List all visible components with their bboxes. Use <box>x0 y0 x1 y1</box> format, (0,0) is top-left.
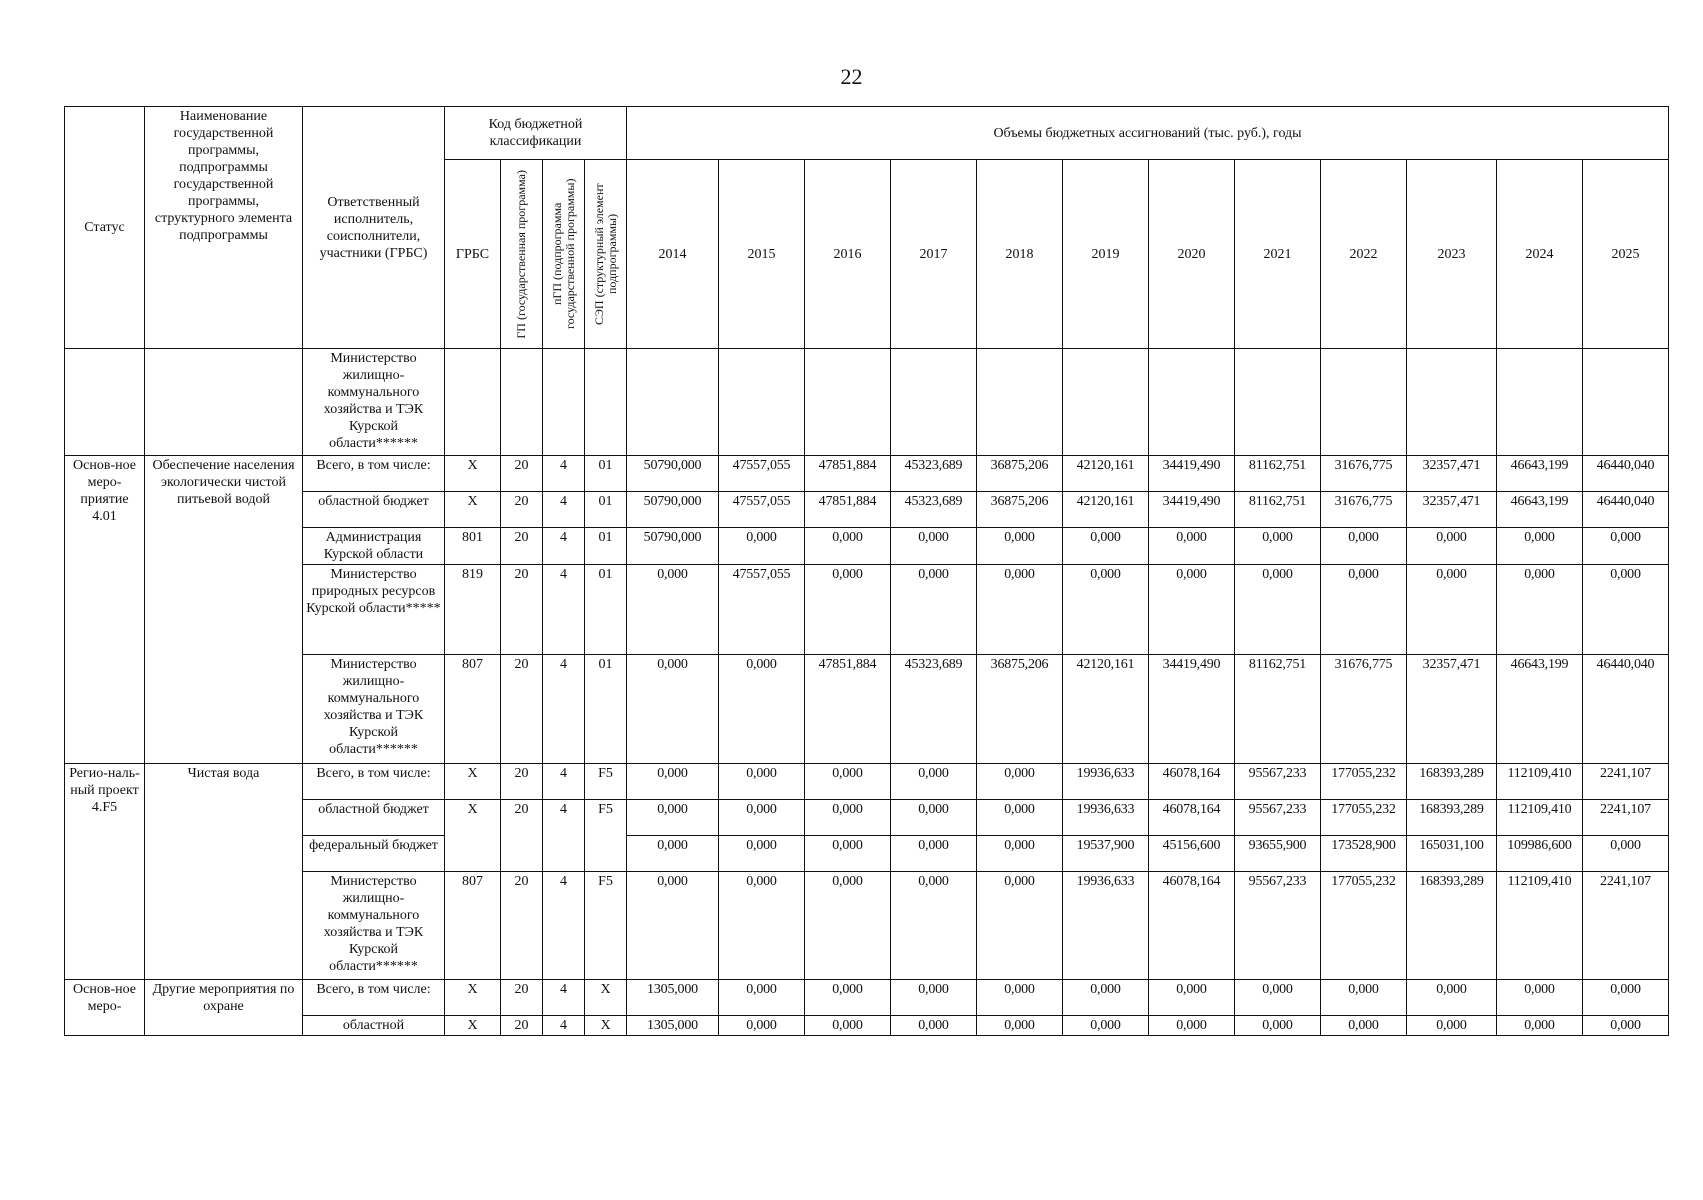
table-row <box>65 1016 1669 1036</box>
grbs-cell: 801 <box>445 528 501 565</box>
name-cell: Другие мероприятия по охране <box>145 980 303 1036</box>
value-cell: 19537,900 <box>1063 836 1149 872</box>
value-cell: 34419,490 <box>1149 655 1235 764</box>
value-cell: 0,000 <box>977 1016 1063 1036</box>
value-cell: 0,000 <box>1321 1016 1407 1036</box>
pgp-cell: 4 <box>543 980 585 1016</box>
value-cell <box>1235 349 1321 456</box>
status-cell: Основ-ное меро- <box>65 980 145 1036</box>
value-cell: 0,000 <box>1583 528 1669 565</box>
value-cell: 46440,040 <box>1583 492 1669 528</box>
value-cell: 112109,410 <box>1497 872 1583 980</box>
value-cell <box>1407 349 1497 456</box>
value-cell: 0,000 <box>805 980 891 1016</box>
header-gp-label: ГП (государственная программа) <box>514 169 528 339</box>
value-cell: 0,000 <box>627 800 719 836</box>
grbs-cell: X <box>445 456 501 492</box>
pgp-cell: 4 <box>543 565 585 655</box>
value-cell: 0,000 <box>627 872 719 980</box>
value-cell: 0,000 <box>1583 980 1669 1016</box>
table-row <box>65 492 1669 528</box>
value-cell: 34419,490 <box>1149 492 1235 528</box>
value-cell: 0,000 <box>1407 1016 1497 1036</box>
value-cell: 0,000 <box>977 565 1063 655</box>
value-cell: 0,000 <box>1235 980 1321 1016</box>
value-cell: 47557,055 <box>719 565 805 655</box>
value-cell: 0,000 <box>627 565 719 655</box>
value-cell: 46643,199 <box>1497 655 1583 764</box>
pgp-cell: 4 <box>543 456 585 492</box>
value-cell: 46078,164 <box>1149 872 1235 980</box>
value-cell: 0,000 <box>1149 565 1235 655</box>
table-row <box>65 980 1669 1016</box>
value-cell: 32357,471 <box>1407 655 1497 764</box>
value-cell: 47557,055 <box>719 456 805 492</box>
value-cell: 46440,040 <box>1583 456 1669 492</box>
executor-cell: областной <box>303 1016 445 1036</box>
value-cell: 81162,751 <box>1235 456 1321 492</box>
grbs-cell: X <box>445 492 501 528</box>
value-cell: 0,000 <box>1321 528 1407 565</box>
executor-cell: Администрация Курской области <box>303 528 445 565</box>
value-cell: 81162,751 <box>1235 492 1321 528</box>
value-cell <box>1497 349 1583 456</box>
value-cell: 0,000 <box>977 528 1063 565</box>
value-cell: 42120,161 <box>1063 492 1149 528</box>
grbs-cell: X <box>445 800 501 872</box>
executor-cell: Министерство жилищно-коммунального хозяйства и ТЭК Курской области****** <box>303 655 445 764</box>
header-gp <box>501 160 543 349</box>
value-cell: 47851,884 <box>805 456 891 492</box>
table-row <box>65 528 1669 565</box>
value-cell: 36875,206 <box>977 492 1063 528</box>
value-cell: 0,000 <box>1321 980 1407 1016</box>
pgp-cell: 4 <box>543 872 585 980</box>
value-cell: 0,000 <box>891 565 977 655</box>
value-cell: 95567,233 <box>1235 764 1321 800</box>
value-cell: 0,000 <box>1407 528 1497 565</box>
header-year: 2021 <box>1235 160 1321 349</box>
value-cell: 0,000 <box>891 1016 977 1036</box>
value-cell: 47851,884 <box>805 655 891 764</box>
value-cell: 0,000 <box>805 528 891 565</box>
value-cell: 1305,000 <box>627 1016 719 1036</box>
value-cell: 0,000 <box>719 836 805 872</box>
value-cell: 36875,206 <box>977 655 1063 764</box>
value-cell <box>719 349 805 456</box>
value-cell: 31676,775 <box>1321 492 1407 528</box>
name-cell: Обеспечение населения экологически чистой питьевой водой <box>145 456 303 764</box>
value-cell: 0,000 <box>1407 980 1497 1016</box>
value-cell: 95567,233 <box>1235 872 1321 980</box>
value-cell: 2241,107 <box>1583 872 1669 980</box>
value-cell: 19936,633 <box>1063 800 1149 836</box>
pgp-cell: 4 <box>543 528 585 565</box>
header-year: 2015 <box>719 160 805 349</box>
value-cell: 46078,164 <box>1149 800 1235 836</box>
value-cell: 168393,289 <box>1407 764 1497 800</box>
value-cell: 112109,410 <box>1497 764 1583 800</box>
value-cell: 177055,232 <box>1321 872 1407 980</box>
header-year: 2016 <box>805 160 891 349</box>
value-cell: 0,000 <box>977 836 1063 872</box>
status-cell <box>65 349 145 456</box>
table-row <box>65 764 1669 800</box>
gp-cell: 20 <box>501 872 543 980</box>
value-cell: 0,000 <box>1063 980 1149 1016</box>
table-row <box>65 836 1669 872</box>
value-cell: 0,000 <box>977 764 1063 800</box>
value-cell: 81162,751 <box>1235 655 1321 764</box>
value-cell: 0,000 <box>1583 565 1669 655</box>
value-cell: 47557,055 <box>719 492 805 528</box>
header-pgp <box>543 160 585 349</box>
value-cell <box>1063 349 1149 456</box>
sep-cell: F5 <box>585 764 627 800</box>
gp-cell: 20 <box>501 528 543 565</box>
table-row <box>65 456 1669 492</box>
value-cell: 46643,199 <box>1497 492 1583 528</box>
value-cell: 0,000 <box>1063 1016 1149 1036</box>
value-cell <box>1321 349 1407 456</box>
header-year: 2018 <box>977 160 1063 349</box>
value-cell <box>805 349 891 456</box>
value-cell: 0,000 <box>977 872 1063 980</box>
value-cell <box>891 349 977 456</box>
value-cell: 165031,100 <box>1407 836 1497 872</box>
value-cell: 0,000 <box>1149 980 1235 1016</box>
value-cell: 1305,000 <box>627 980 719 1016</box>
value-cell: 93655,900 <box>1235 836 1321 872</box>
executor-cell: областной бюджет <box>303 800 445 836</box>
value-cell: 0,000 <box>1407 565 1497 655</box>
sep-cell <box>585 349 627 456</box>
budget-table <box>64 106 1669 1036</box>
budget-table-container <box>64 106 1664 1036</box>
value-cell: 19936,633 <box>1063 872 1149 980</box>
header-grbs: ГРБС <box>445 160 501 349</box>
value-cell: 0,000 <box>627 764 719 800</box>
status-cell: Основ-ное меро-приятие 4.01 <box>65 456 145 764</box>
value-cell: 112109,410 <box>1497 800 1583 836</box>
value-cell: 177055,232 <box>1321 764 1407 800</box>
value-cell: 0,000 <box>1321 565 1407 655</box>
header-sep <box>585 160 627 349</box>
header-year: 2017 <box>891 160 977 349</box>
header-year: 2020 <box>1149 160 1235 349</box>
value-cell: 0,000 <box>1497 528 1583 565</box>
header-row-1 <box>65 107 1669 160</box>
sep-cell: X <box>585 980 627 1016</box>
value-cell: 0,000 <box>1235 528 1321 565</box>
grbs-cell <box>445 349 501 456</box>
value-cell: 0,000 <box>805 836 891 872</box>
executor-cell: Всего, в том числе: <box>303 764 445 800</box>
value-cell <box>977 349 1063 456</box>
sep-cell: 01 <box>585 565 627 655</box>
header-year: 2023 <box>1407 160 1497 349</box>
pgp-cell: 4 <box>543 1016 585 1036</box>
sep-cell: 01 <box>585 655 627 764</box>
value-cell: 0,000 <box>719 800 805 836</box>
value-cell: 0,000 <box>891 528 977 565</box>
grbs-cell: X <box>445 764 501 800</box>
header-status: Статус <box>65 107 145 349</box>
value-cell: 50790,000 <box>627 456 719 492</box>
value-cell: 109986,600 <box>1497 836 1583 872</box>
value-cell: 0,000 <box>891 836 977 872</box>
value-cell <box>1583 349 1669 456</box>
value-cell: 32357,471 <box>1407 492 1497 528</box>
value-cell: 0,000 <box>1583 836 1669 872</box>
table-row <box>65 800 1669 836</box>
header-year: 2014 <box>627 160 719 349</box>
header-budget-code: Код бюджетной классификации <box>445 107 627 160</box>
header-sep-label: СЭП (структурный элемент подпрограммы) <box>591 183 619 325</box>
status-cell: Регио-наль-ный проект 4.F5 <box>65 764 145 980</box>
value-cell: 0,000 <box>1149 528 1235 565</box>
header-pgp-label: пГП (подпрограмма государственной программы) <box>549 178 577 330</box>
header-year: 2019 <box>1063 160 1149 349</box>
header-name: Наименование государственной программы, подпрограммы государственной программы, структурного элемента подпрограммы <box>145 107 303 349</box>
value-cell: 32357,471 <box>1407 456 1497 492</box>
gp-cell <box>501 349 543 456</box>
table-row <box>65 872 1669 980</box>
value-cell: 0,000 <box>891 764 977 800</box>
value-cell: 0,000 <box>1149 1016 1235 1036</box>
value-cell: 0,000 <box>977 980 1063 1016</box>
value-cell: 168393,289 <box>1407 872 1497 980</box>
value-cell: 2241,107 <box>1583 764 1669 800</box>
sep-cell: 01 <box>585 492 627 528</box>
executor-cell: Министерство природных ресурсов Курской области***** <box>303 565 445 655</box>
value-cell <box>627 349 719 456</box>
value-cell: 46643,199 <box>1497 456 1583 492</box>
name-cell <box>145 349 303 456</box>
table-row <box>65 349 1669 456</box>
header-year: 2022 <box>1321 160 1407 349</box>
gp-cell: 20 <box>501 764 543 800</box>
value-cell: 47851,884 <box>805 492 891 528</box>
value-cell: 0,000 <box>1583 1016 1669 1036</box>
pgp-cell: 4 <box>543 655 585 764</box>
value-cell: 0,000 <box>719 1016 805 1036</box>
value-cell: 0,000 <box>891 800 977 836</box>
grbs-cell: 807 <box>445 872 501 980</box>
value-cell: 0,000 <box>1497 980 1583 1016</box>
gp-cell: 20 <box>501 800 543 872</box>
value-cell: 2241,107 <box>1583 800 1669 836</box>
grbs-cell: 807 <box>445 655 501 764</box>
value-cell: 34419,490 <box>1149 456 1235 492</box>
executor-cell: Министерство жилищно-коммунального хозяйства и ТЭК Курской области****** <box>303 349 445 456</box>
value-cell: 46440,040 <box>1583 655 1669 764</box>
value-cell: 0,000 <box>891 980 977 1016</box>
name-cell: Чистая вода <box>145 764 303 980</box>
value-cell: 0,000 <box>1235 1016 1321 1036</box>
header-volumes: Объемы бюджетных ассигнований (тыс. руб.), годы <box>627 107 1669 160</box>
sep-cell: 01 <box>585 528 627 565</box>
executor-cell: Министерство жилищно-коммунального хозяйства и ТЭК Курской области****** <box>303 872 445 980</box>
header-year: 2025 <box>1583 160 1669 349</box>
value-cell: 42120,161 <box>1063 655 1149 764</box>
value-cell: 0,000 <box>805 800 891 836</box>
value-cell: 173528,900 <box>1321 836 1407 872</box>
value-cell: 0,000 <box>627 836 719 872</box>
value-cell: 19936,633 <box>1063 764 1149 800</box>
value-cell: 46078,164 <box>1149 764 1235 800</box>
gp-cell: 20 <box>501 492 543 528</box>
value-cell: 168393,289 <box>1407 800 1497 836</box>
value-cell: 0,000 <box>1235 565 1321 655</box>
value-cell: 31676,775 <box>1321 456 1407 492</box>
value-cell: 0,000 <box>805 872 891 980</box>
value-cell: 45323,689 <box>891 456 977 492</box>
gp-cell: 20 <box>501 1016 543 1036</box>
value-cell: 0,000 <box>805 1016 891 1036</box>
value-cell: 0,000 <box>719 980 805 1016</box>
value-cell: 50790,000 <box>627 492 719 528</box>
value-cell: 42120,161 <box>1063 456 1149 492</box>
value-cell: 95567,233 <box>1235 800 1321 836</box>
executor-cell: Всего, в том числе: <box>303 456 445 492</box>
value-cell: 0,000 <box>977 800 1063 836</box>
header-executor: Ответственный исполнитель, соисполнители, участники (ГРБС) <box>303 107 445 349</box>
pgp-cell: 4 <box>543 764 585 800</box>
value-cell: 0,000 <box>719 655 805 764</box>
value-cell: 45323,689 <box>891 655 977 764</box>
page-number: 22 <box>840 64 863 89</box>
value-cell: 36875,206 <box>977 456 1063 492</box>
sep-cell: X <box>585 1016 627 1036</box>
value-cell: 177055,232 <box>1321 800 1407 836</box>
grbs-cell: 819 <box>445 565 501 655</box>
gp-cell: 20 <box>501 655 543 764</box>
value-cell: 0,000 <box>1063 528 1149 565</box>
value-cell: 0,000 <box>805 565 891 655</box>
value-cell: 0,000 <box>719 528 805 565</box>
pgp-cell <box>543 349 585 456</box>
gp-cell: 20 <box>501 565 543 655</box>
pgp-cell: 4 <box>543 492 585 528</box>
value-cell: 0,000 <box>1497 565 1583 655</box>
executor-cell: областной бюджет <box>303 492 445 528</box>
value-cell: 0,000 <box>627 655 719 764</box>
value-cell: 0,000 <box>719 764 805 800</box>
table-row <box>65 565 1669 655</box>
pgp-cell: 4 <box>543 800 585 872</box>
sep-cell: F5 <box>585 872 627 980</box>
value-cell: 45323,689 <box>891 492 977 528</box>
table-row <box>65 655 1669 764</box>
value-cell: 0,000 <box>1063 565 1149 655</box>
value-cell <box>1149 349 1235 456</box>
grbs-cell: X <box>445 1016 501 1036</box>
value-cell: 0,000 <box>719 872 805 980</box>
grbs-cell: X <box>445 980 501 1016</box>
value-cell: 50790,000 <box>627 528 719 565</box>
gp-cell: 20 <box>501 980 543 1016</box>
sep-cell: F5 <box>585 800 627 872</box>
value-cell: 0,000 <box>805 764 891 800</box>
sep-cell: 01 <box>585 456 627 492</box>
value-cell: 31676,775 <box>1321 655 1407 764</box>
header-year: 2024 <box>1497 160 1583 349</box>
value-cell: 0,000 <box>891 872 977 980</box>
value-cell: 0,000 <box>1497 1016 1583 1036</box>
value-cell: 45156,600 <box>1149 836 1235 872</box>
executor-cell: Всего, в том числе: <box>303 980 445 1016</box>
executor-cell: федеральный бюджет <box>303 836 445 872</box>
gp-cell: 20 <box>501 456 543 492</box>
